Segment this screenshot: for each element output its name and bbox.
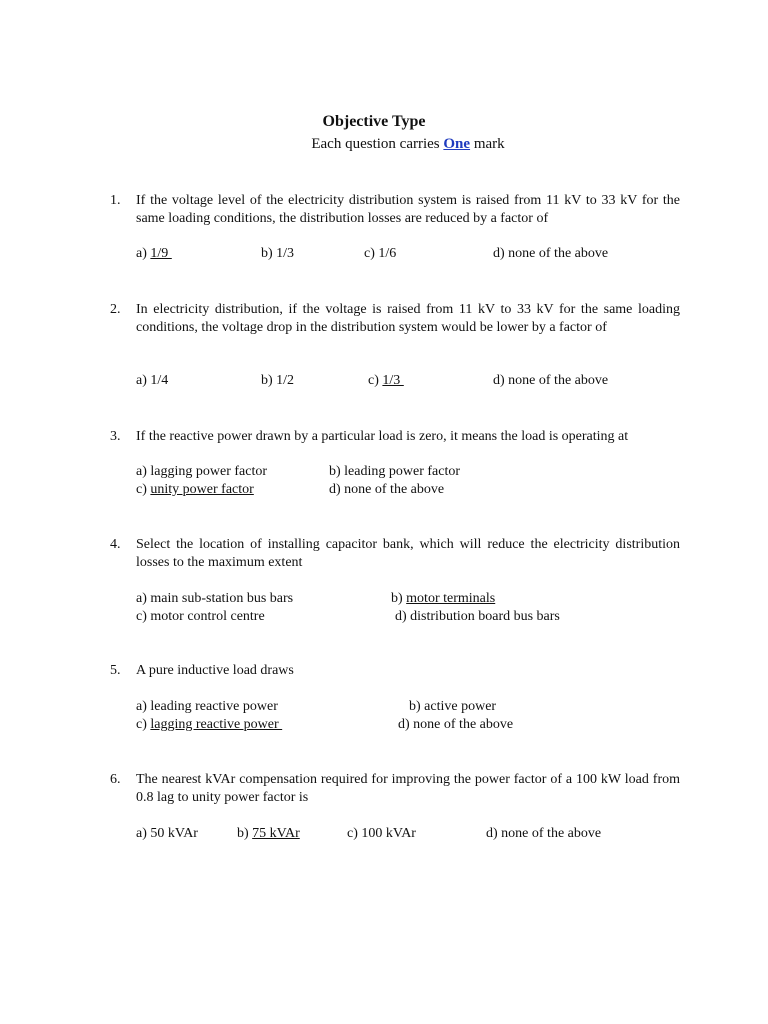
answer-options (136, 372, 680, 412)
page-subtitle (48, 134, 768, 154)
option-text: unity power factor (150, 482, 254, 497)
option-letter: a) (136, 591, 151, 606)
option-text: 1/3 (276, 246, 295, 261)
option-a (136, 245, 172, 263)
option-c (136, 481, 254, 499)
question-5 (110, 662, 680, 732)
answer-options (136, 463, 680, 503)
option-letter: b) (261, 373, 277, 388)
option-letter: c) (368, 373, 383, 388)
question-6 (110, 771, 680, 841)
option-b (391, 590, 495, 608)
option-letter: c) (136, 717, 151, 732)
option-b (329, 463, 460, 481)
option-text: lagging power factor (150, 464, 268, 479)
page-header (0, 112, 768, 154)
question-text: The nearest kVAr compensation required for improving the power factor of a 100 kW load from 0.8 lag to unity power factor is (136, 772, 680, 805)
option-text: 1/4 (150, 373, 169, 388)
option-letter: d) (398, 717, 414, 732)
option-a (136, 463, 267, 481)
option-text: leading reactive power (150, 699, 278, 714)
option-letter: a) (136, 373, 151, 388)
option-b (261, 245, 294, 263)
question-number: 6. (110, 772, 121, 787)
question-number: 3. (110, 429, 121, 444)
option-text: none of the above (413, 717, 514, 732)
option-a (136, 372, 168, 390)
option-text: 100 kVAr (361, 826, 416, 841)
question-text: If the reactive power drawn by a particular load is zero, it means the load is operating at (136, 429, 629, 444)
question-number: 2. (110, 302, 121, 317)
option-letter: b) (237, 826, 253, 841)
question-number: 5. (110, 663, 121, 678)
option-text: motor terminals (406, 591, 496, 606)
subtitle-emphasis: One (443, 136, 471, 152)
question-number: 1. (110, 193, 121, 208)
option-letter: a) (136, 246, 151, 261)
option-b (409, 698, 496, 716)
option-text: active power (424, 699, 497, 714)
option-d (395, 608, 560, 626)
option-text: main sub-station bus bars (150, 591, 294, 606)
option-d (398, 716, 513, 734)
option-c (347, 825, 416, 843)
option-text: none of the above (508, 373, 609, 388)
subtitle-text: Each question carries (311, 136, 444, 152)
question-text: A pure inductive load draws (136, 663, 294, 678)
option-a (136, 590, 293, 608)
question-text: Select the location of installing capacitor bank, which will reduce the electricity distribution losses to the maximum extent (136, 537, 680, 570)
answer-options (136, 825, 680, 865)
option-letter: c) (364, 246, 379, 261)
option-letter: c) (347, 826, 362, 841)
option-text: distribution board bus bars (410, 609, 560, 624)
option-c (368, 372, 404, 390)
option-text: 1/6 (378, 246, 397, 261)
option-letter: d) (395, 609, 411, 624)
option-d (486, 825, 601, 843)
option-letter: c) (136, 482, 151, 497)
option-b (261, 372, 294, 390)
option-text: 50 kVAr (150, 826, 198, 841)
option-c (364, 245, 396, 263)
option-text: motor control centre (150, 609, 265, 624)
option-text: none of the above (508, 246, 609, 261)
question-3 (110, 428, 680, 497)
question-number: 4. (110, 537, 121, 552)
option-text: 1/2 (276, 373, 295, 388)
option-b (237, 825, 300, 843)
option-text: 1/9 (150, 246, 172, 261)
option-letter: a) (136, 464, 151, 479)
option-c (136, 608, 265, 626)
option-letter: a) (136, 699, 151, 714)
question-2 (110, 301, 680, 388)
subtitle-text-end: mark (470, 136, 505, 152)
page-title: Objective Type (322, 113, 426, 130)
option-letter: c) (136, 609, 151, 624)
option-text: leading power factor (344, 464, 461, 479)
option-d (329, 481, 444, 499)
question-1 (110, 192, 680, 261)
option-c (136, 716, 282, 734)
option-letter: d) (329, 482, 345, 497)
option-d (493, 372, 608, 390)
option-a (136, 698, 278, 716)
option-text: lagging reactive power (150, 717, 283, 732)
option-letter: b) (391, 591, 407, 606)
option-letter: b) (409, 699, 425, 714)
question-4 (110, 536, 680, 624)
option-text: none of the above (344, 482, 445, 497)
option-letter: b) (261, 246, 277, 261)
option-letter: a) (136, 826, 151, 841)
option-letter: d) (493, 373, 509, 388)
option-text: none of the above (501, 826, 602, 841)
option-letter: b) (329, 464, 345, 479)
option-letter: d) (493, 246, 509, 261)
question-text: If the voltage level of the electricity distribution system is raised from 11 kV to 33 kV for the same loading conditions, the distribution losses are reduced by a factor of (136, 193, 680, 226)
option-text: 75 kVAr (252, 826, 300, 841)
answer-options (136, 590, 680, 630)
option-text: 1/3 (382, 373, 404, 388)
question-text: In electricity distribution, if the voltage is raised from 11 kV to 33 kV for the same loading conditions, the voltage drop in the distribution system would be lower by a factor of (136, 302, 680, 335)
answer-options (136, 698, 680, 738)
option-letter: d) (486, 826, 502, 841)
option-d (493, 245, 608, 263)
answer-options (136, 245, 680, 285)
option-a (136, 825, 198, 843)
